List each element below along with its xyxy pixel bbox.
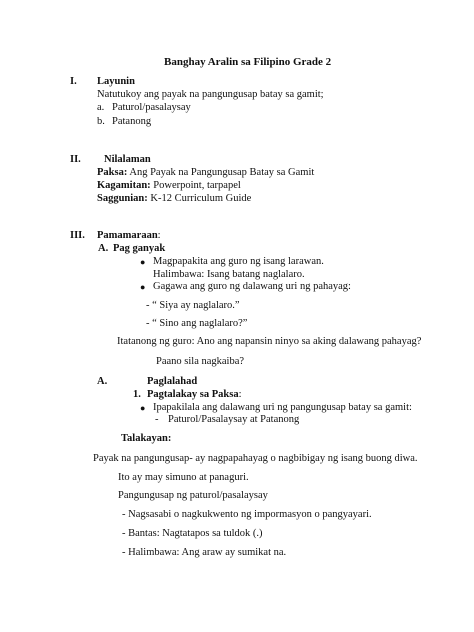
list-marker: b. bbox=[97, 116, 105, 127]
bullet-item-3: Ipapakilala ang dalawang uri ng pangungusap batay sa gamit: bbox=[153, 402, 412, 413]
subtopic-item: - Bantas: Nagtatapos sa tuldok (.) bbox=[122, 528, 263, 539]
teacher-question-2: Paano sila nagkaiba? bbox=[156, 356, 245, 367]
example-quote-1: - “ Siya ay naglalaro.” bbox=[146, 300, 240, 311]
definition-line: Payak na pangungusap- ay nagpapahayag o nagbibigay ng isang buong diwa. bbox=[93, 453, 418, 464]
numbered-heading-line bbox=[147, 389, 242, 402]
teacher-question: Itatanong ng guro: Ano ang napansin ninyo sa aking dalawang pahayag? bbox=[117, 336, 422, 347]
subsection-a-marker: A. bbox=[98, 243, 109, 254]
document-title: Banghay Aralin sa Filipino Grade 2 bbox=[164, 56, 332, 68]
list-item: Paturol/pasalaysay bbox=[112, 102, 191, 113]
subtopic-heading: Pangungusap ng paturol/pasalaysay bbox=[118, 490, 268, 501]
dash-item: Paturol/Pasalaysay at Patanong bbox=[168, 414, 300, 425]
section-1-heading: Layunin bbox=[97, 76, 135, 87]
bullet-item-2: Gagawa ang guro ng dalawang uri ng pahayag: bbox=[153, 281, 351, 292]
section-3-heading-colon: : bbox=[157, 230, 161, 241]
talakayan-heading: Talakayan: bbox=[121, 433, 172, 444]
subsection-a2-heading: Paglalahad bbox=[147, 376, 198, 387]
section-1-intro: Natutukoy ang payak na pangungusap batay sa gamit; bbox=[97, 89, 324, 100]
section-1-number: I. bbox=[70, 76, 77, 87]
subsection-a-heading: Pag ganyak bbox=[113, 243, 166, 254]
subsection-a2-marker: A. bbox=[97, 376, 108, 387]
numbered-heading-colon: : bbox=[238, 389, 242, 400]
subtopic-item: - Nagsasabi o nagkukwento ng impormasyon o pangyayari. bbox=[122, 509, 372, 520]
kagamitan-label: Kagamitan: bbox=[97, 180, 151, 191]
bullet-item-1-line-2: Halimbawa: Isang batang naglalaro. bbox=[153, 269, 305, 280]
kagamitan-line bbox=[97, 180, 241, 193]
definition-line-2: Ito ay may simuno at panaguri. bbox=[118, 472, 249, 483]
paksa-value: Ang Payak na Pangungusap Batay sa Gamit bbox=[127, 167, 315, 178]
saggunian-line bbox=[97, 193, 251, 206]
bullet-icon: ● bbox=[140, 282, 146, 292]
bullet-icon: ● bbox=[140, 403, 146, 413]
section-3-heading: Pamamaraan bbox=[97, 230, 158, 241]
dash-marker: - bbox=[155, 414, 159, 425]
section-2-number: II. bbox=[70, 154, 81, 165]
bullet-item-1-line-1: Magpapakita ang guro ng isang larawan. bbox=[153, 256, 324, 267]
bullet-icon: ● bbox=[140, 257, 146, 267]
list-item: Patanong bbox=[112, 116, 152, 127]
paksa-label: Paksa: bbox=[97, 167, 128, 178]
section-3-number: III. bbox=[70, 230, 85, 241]
saggunian-label: Saggunian: bbox=[97, 193, 148, 204]
numbered-heading: Pagtalakay sa Paksa bbox=[147, 389, 239, 400]
section-2-heading: Nilalaman bbox=[104, 154, 151, 165]
example-quote-2: - “ Sino ang naglalaro?” bbox=[146, 318, 248, 329]
subtopic-item: - Halimbawa: Ang araw ay sumikat na. bbox=[122, 547, 287, 558]
list-marker: a. bbox=[97, 102, 105, 113]
saggunian-value: K-12 Curriculum Guide bbox=[147, 193, 252, 204]
kagamitan-value: Powerpoint, tarpapel bbox=[150, 180, 241, 191]
numbered-marker: 1. bbox=[133, 389, 141, 400]
section-3-heading-line bbox=[97, 230, 161, 243]
paksa-line bbox=[97, 167, 314, 180]
